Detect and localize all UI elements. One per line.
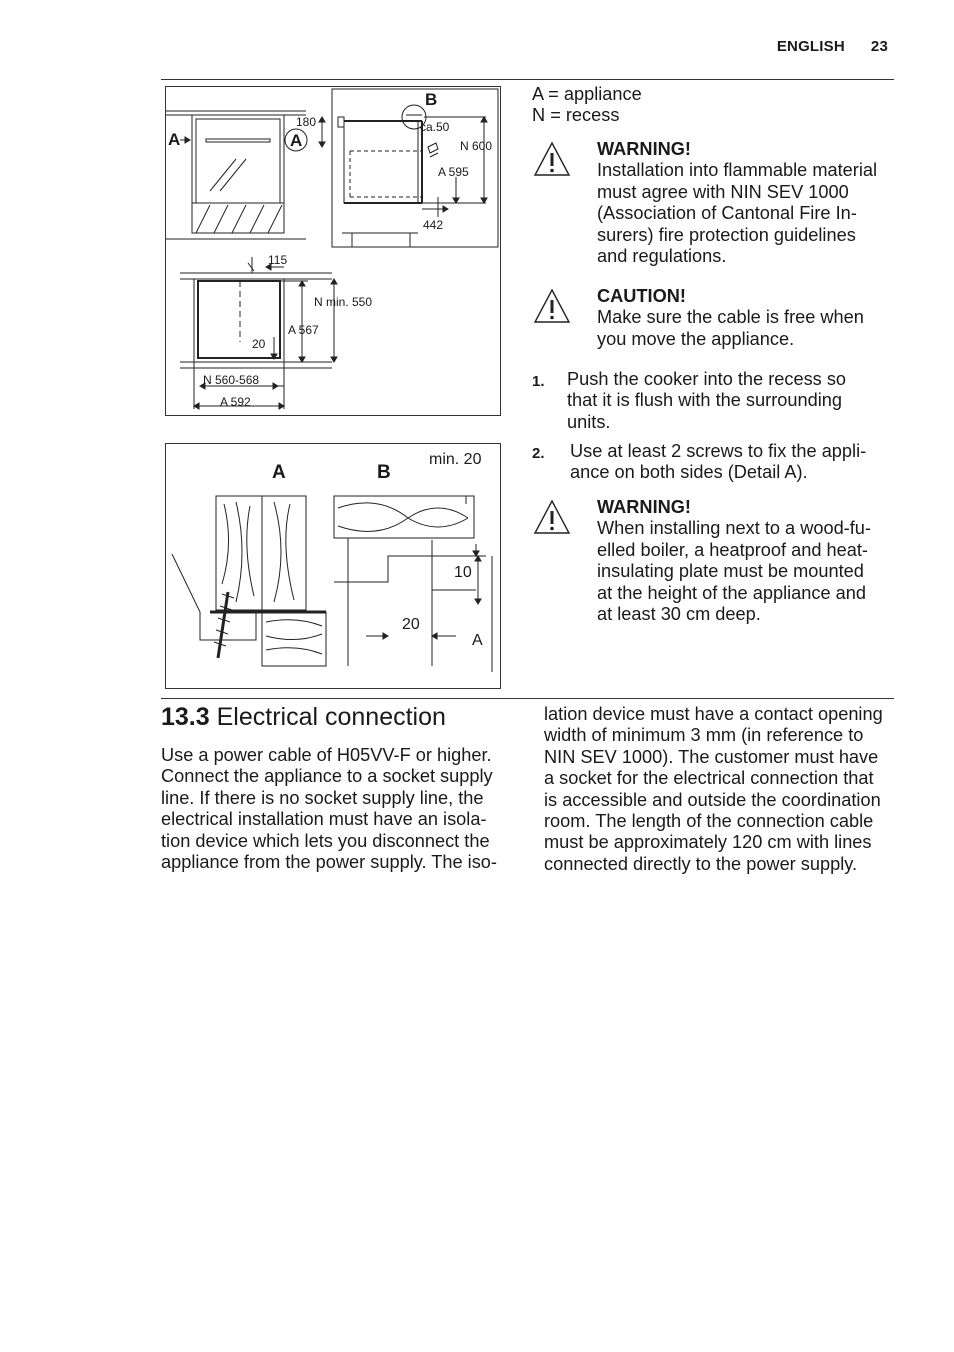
- body-line: Use a power cable of H05VV-F or higher.: [161, 745, 492, 765]
- warning-line: and regulations.: [597, 246, 727, 267]
- warning-line: must agree with NIN SEV 1000: [597, 181, 849, 202]
- dim-n-min-550: N min. 550: [314, 295, 373, 309]
- dim-180: 180: [296, 115, 317, 129]
- body-line: tion device which lets you disconnect the: [161, 830, 490, 851]
- screw-detail-figure: [165, 443, 501, 689]
- dim-20: 20: [402, 616, 420, 633]
- warning-line: at least 30 cm deep.: [597, 604, 761, 625]
- header-rule: [161, 79, 894, 80]
- dim-n600: N 600: [460, 139, 493, 153]
- page-number: 23: [870, 38, 888, 55]
- legend: [532, 84, 642, 127]
- step-item: [532, 441, 894, 484]
- dim-min-20: min. 20: [429, 451, 482, 468]
- step-line: Use at least 2 screws to fix the appli-: [570, 441, 867, 461]
- body-line: connected directly to the power supply.: [544, 853, 858, 874]
- warning-line: insulating plate must be mounted: [597, 561, 864, 582]
- label-a-left: A: [168, 130, 181, 149]
- body-line: appliance from the power supply. The iso-: [161, 852, 497, 873]
- body-line: Connect the appliance to a socket supply: [161, 766, 493, 787]
- body-line: line. If there is no socket supply line, the: [161, 787, 484, 808]
- step-line: Push the cooker into the recess so: [567, 369, 847, 389]
- body-line: width of minimum 3 mm (in reference to: [544, 725, 864, 746]
- legend-appliance: A = appliance: [532, 84, 642, 104]
- dim-a567: A 567: [288, 323, 319, 337]
- step-number: 1.: [532, 373, 545, 390]
- label-b: B: [425, 90, 438, 109]
- label-b: B: [377, 462, 391, 483]
- label-a: A: [272, 462, 286, 483]
- dim-20: 20: [252, 337, 266, 351]
- warning-line: at the height of the appliance and: [597, 582, 866, 603]
- warning-note-flammable: [532, 139, 894, 267]
- dim-a592: A 592: [220, 395, 251, 409]
- section-heading: Electrical connection: [216, 703, 446, 731]
- warning-line: Installation into flammable material: [597, 160, 878, 181]
- warning-title: WARNING!: [597, 497, 691, 517]
- dim-n560-568: N 560-568: [203, 373, 260, 387]
- dim-442: 442: [423, 218, 444, 232]
- section-number: 13.3: [161, 703, 210, 731]
- caution-line: Make sure the cable is free when: [597, 307, 864, 328]
- section-title: [161, 702, 446, 732]
- legend-recess: N = recess: [532, 105, 620, 126]
- warning-line: (Association of Cantonal Fire In-: [597, 203, 857, 224]
- warning-title: WARNING!: [597, 139, 691, 159]
- step-line: that it is flush with the surrounding: [567, 390, 842, 411]
- body-line: a socket for the electrical connection that: [544, 768, 874, 789]
- body-line: is accessible and outside the coordination: [544, 789, 881, 810]
- label-a-circle: A: [290, 131, 303, 150]
- warning-triangle-icon: [532, 286, 572, 326]
- step-line: units.: [567, 411, 611, 432]
- dim-ca50: ca.50: [420, 120, 450, 134]
- section-body-left: [161, 745, 521, 873]
- warning-line: elled boiler, a heatproof and heat-: [597, 539, 868, 560]
- label-a-small: A: [472, 632, 483, 649]
- dim-10: 10: [454, 564, 472, 581]
- page-header: [777, 38, 888, 55]
- caution-title: CAUTION!: [597, 286, 686, 306]
- body-line: NIN SEV 1000). The customer must have: [544, 746, 879, 767]
- warning-triangle-icon: [532, 497, 572, 537]
- section-rule: [161, 698, 894, 699]
- warning-line: When installing next to a wood-fu-: [597, 518, 871, 539]
- body-line: electrical installation must have an isola-: [161, 809, 487, 830]
- step-item: [532, 369, 894, 433]
- step-line: ance on both sides (Detail A).: [570, 462, 808, 483]
- step-number: 2.: [532, 445, 545, 462]
- warning-line: surers) fire protection guidelines: [597, 224, 856, 245]
- dim-115: 115: [268, 253, 288, 267]
- installation-dimensions-figure: [165, 86, 501, 416]
- body-line: lation device must have a contact opening: [544, 704, 883, 724]
- caution-line: you move the appliance.: [597, 328, 795, 349]
- language-label: ENGLISH: [776, 38, 845, 55]
- warning-triangle-icon: [532, 139, 572, 179]
- body-line: must be approximately 120 cm with lines: [544, 832, 872, 853]
- section-body-right: [544, 704, 904, 875]
- caution-note: [532, 286, 894, 350]
- body-line: room. The length of the connection cable: [544, 811, 874, 832]
- warning-note-boiler: [532, 497, 894, 625]
- dim-a595: A 595: [438, 165, 469, 179]
